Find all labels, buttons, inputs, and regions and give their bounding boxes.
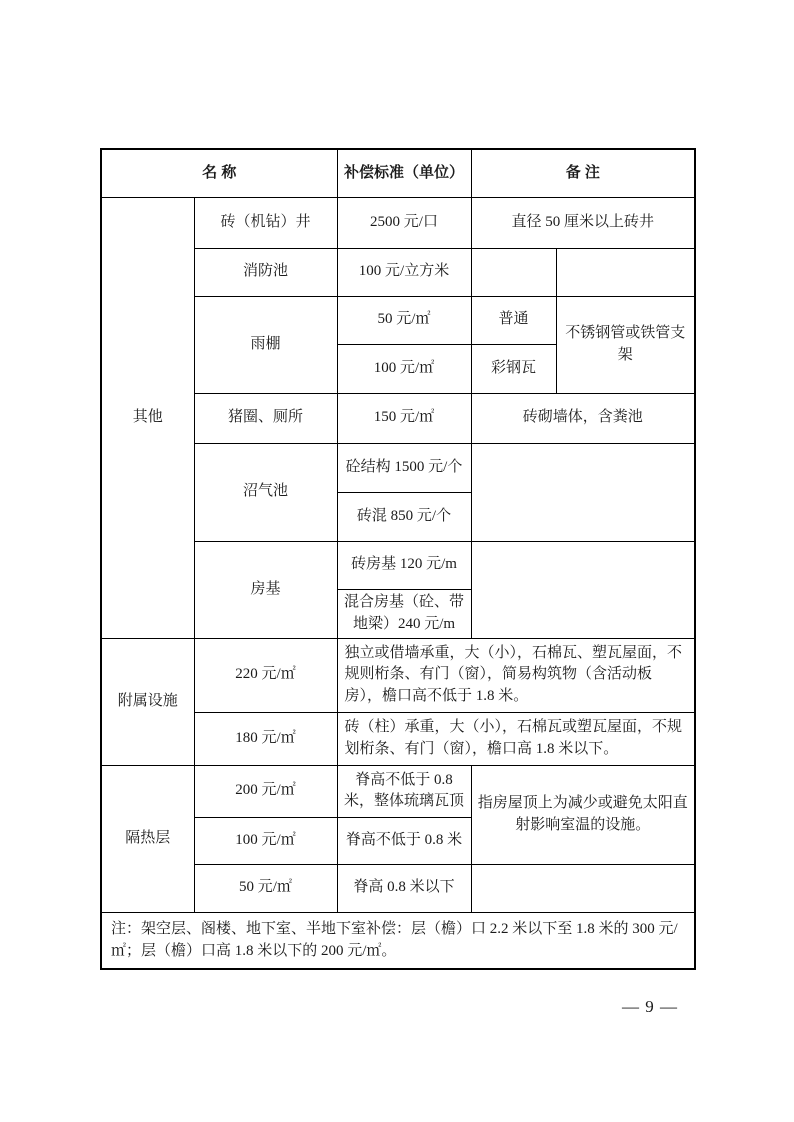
group-auxiliary: 附属设施 xyxy=(101,638,194,765)
cell-fire-pool-remark-right xyxy=(556,248,695,296)
table-row xyxy=(101,765,695,817)
cell-rain-canopy-type-normal: 普通 xyxy=(471,296,556,344)
cell-biogas-name: 沼气池 xyxy=(194,443,337,541)
cell-fire-pool-remark-left xyxy=(471,248,556,296)
cell-ins-50-price: 50 元/㎡ xyxy=(194,864,337,912)
cell-aux-180-desc: 砖（柱）承重，大（小），石棉瓦或塑瓦屋面，不规划桁条、有门（窗），檐口高 1.8 米以下。 xyxy=(337,712,695,765)
cell-aux-220-desc: 独立或借墙承重，大（小），石棉瓦、塑瓦屋面，不规则桁条、有门（窗），简易构筑物（含活动板房），檐口高不低于 1.8 米。 xyxy=(337,638,695,712)
cell-aux-180-price: 180 元/㎡ xyxy=(194,712,337,765)
cell-rain-canopy-name: 雨棚 xyxy=(194,296,337,393)
cell-ins-100-condition: 脊高不低于 0.8 米 xyxy=(337,817,471,864)
cell-biogas-remark xyxy=(471,443,695,541)
table-note: 注：架空层、阁楼、地下室、半地下室补偿：层（檐）口 2.2 米以下至 1.8 米的 300 元/㎡；层（檐）口高 1.8 米以下的 200 元/㎡。 xyxy=(101,912,695,969)
cell-rain-canopy-type-steel: 彩钢瓦 xyxy=(471,344,556,393)
cell-house-base-price-brick: 砖房基 120 元/m xyxy=(337,541,471,589)
cell-fire-pool-price: 100 元/立方米 xyxy=(337,248,471,296)
cell-house-base-name: 房基 xyxy=(194,541,337,638)
cell-biogas-price-concrete: 砼结构 1500 元/个 xyxy=(337,443,471,492)
group-other: 其他 xyxy=(101,197,194,638)
cell-pigsty-name: 猪圈、厕所 xyxy=(194,393,337,443)
cell-aux-220-price: 220 元/㎡ xyxy=(194,638,337,712)
cell-rain-canopy-remark: 不锈钢管或铁管支架 xyxy=(556,296,695,393)
cell-pigsty-remark: 砖砌墙体，含粪池 xyxy=(471,393,695,443)
cell-ins-100-price: 100 元/㎡ xyxy=(194,817,337,864)
header-standard: 补偿标准（单位） xyxy=(337,149,471,197)
cell-brick-well-remark: 直径 50 厘米以上砖井 xyxy=(471,197,695,248)
page-number: — 9 — xyxy=(622,997,678,1016)
cell-fire-pool-name: 消防池 xyxy=(194,248,337,296)
cell-ins-remark: 指房屋顶上为减少或避免太阳直射影响室温的设施。 xyxy=(471,765,695,864)
cell-ins-200-condition: 脊高不低于 0.8 米，整体琉璃瓦顶 xyxy=(337,765,471,817)
header-name: 名 称 xyxy=(101,149,337,197)
header-remark: 备 注 xyxy=(471,149,695,197)
cell-pigsty-price: 150 元/㎡ xyxy=(337,393,471,443)
table-note-row xyxy=(101,912,695,969)
cell-biogas-price-brick: 砖混 850 元/个 xyxy=(337,492,471,541)
cell-ins-200-price: 200 元/㎡ xyxy=(194,765,337,817)
cell-rain-canopy-price-steel: 100 元/㎡ xyxy=(337,344,471,393)
cell-brick-well-price: 2500 元/口 xyxy=(337,197,471,248)
cell-ins-50-remark xyxy=(471,864,695,912)
group-insulation: 隔热层 xyxy=(101,765,194,912)
cell-ins-50-condition: 脊高 0.8 米以下 xyxy=(337,864,471,912)
table-row xyxy=(101,638,695,712)
table-row xyxy=(101,197,695,248)
compensation-table xyxy=(100,148,696,970)
table-header-row xyxy=(101,149,695,197)
cell-brick-well-name: 砖（机钻）井 xyxy=(194,197,337,248)
cell-house-base-price-mixed: 混合房基（砼、带地梁）240 元/m xyxy=(337,589,471,638)
cell-house-base-remark xyxy=(471,541,695,638)
cell-rain-canopy-price-normal: 50 元/㎡ xyxy=(337,296,471,344)
